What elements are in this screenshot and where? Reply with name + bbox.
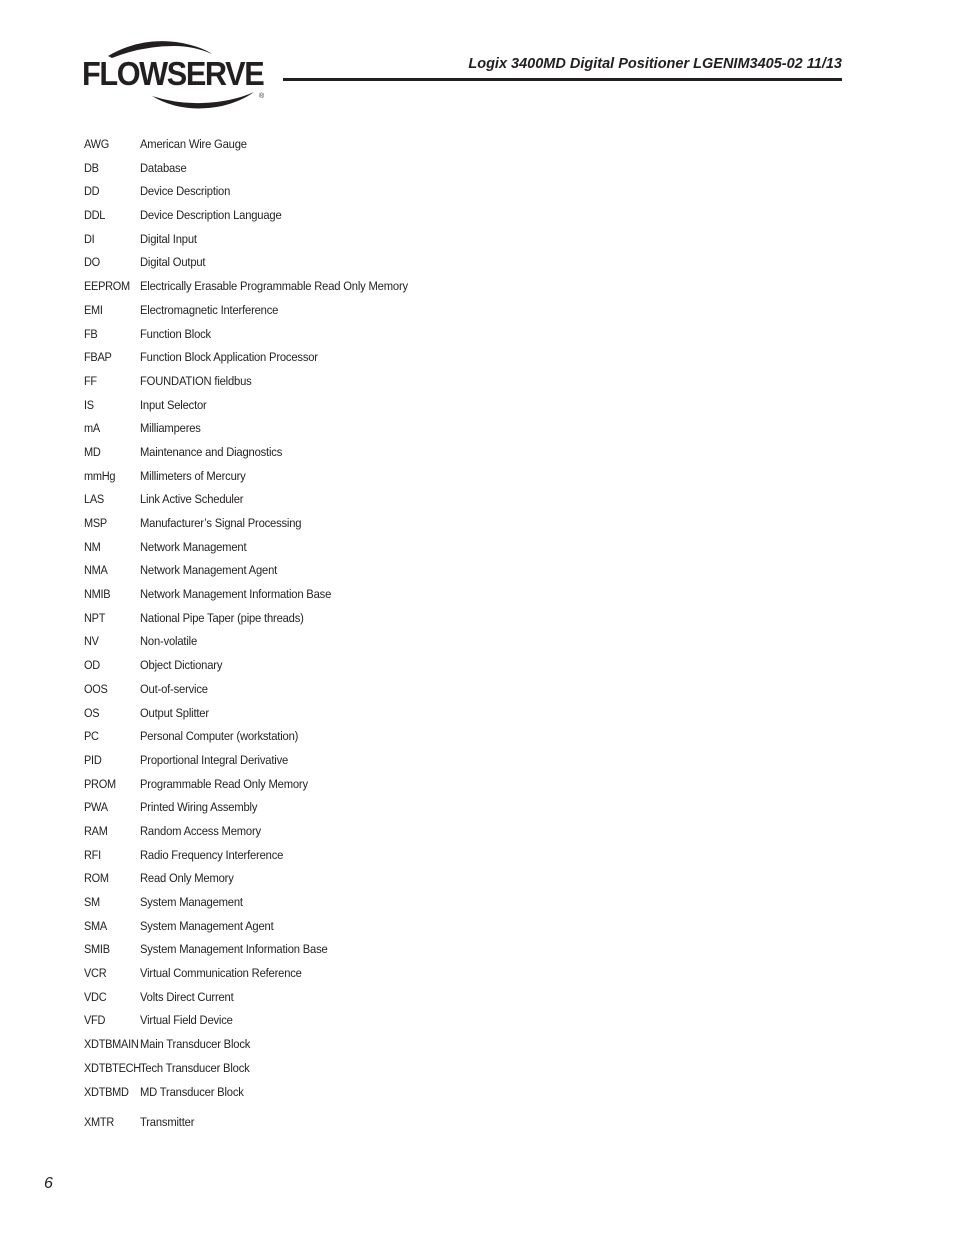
abbreviation-definition: Radio Frequency Interference [140,847,284,862]
abbreviation-row [84,491,784,515]
abbreviation-definition: Maintenance and Diagnostics [140,444,283,459]
abbreviation-term: IS [84,397,94,412]
abbreviation-row [84,468,784,492]
abbreviation-row [84,349,784,373]
abbreviation-definition: Manufacturer’s Signal Processing [140,516,302,530]
abbreviation-definition: Electromagnetic Interference [140,302,279,317]
abbreviation-term: PID [84,752,102,767]
abbreviation-term: NMIB [84,587,111,602]
abbreviation-term: OOS [84,681,108,696]
abbreviation-definition: Programmable Read Only Memory [140,776,308,791]
abbreviation-definition: Function Block [140,326,211,341]
abbreviation-definition: National Pipe Taper (pipe threads) [140,610,304,625]
abbreviation-term: EMI [84,302,103,317]
abbreviation-row [84,728,784,752]
abbreviation-row [84,420,784,444]
abbreviation-term: OS [84,705,100,720]
abbreviation-row [84,870,784,894]
abbreviation-definition: Virtual Field Device [140,1013,233,1028]
abbreviation-definition: Database [140,160,187,175]
abbreviation-row [84,847,784,871]
abbreviation-row [84,278,784,302]
abbreviation-row [84,397,784,421]
abbreviation-definition: Read Only Memory [140,871,234,886]
abbreviation-row [84,1114,784,1138]
abbreviation-definition: System Management [140,895,243,909]
abbreviation-definition: Millimeters of Mercury [140,468,246,483]
abbreviation-row [84,515,784,539]
abbreviation-term: OD [84,658,100,673]
abbreviation-row [84,989,784,1013]
abbreviation-definition: Network Management Information Base [140,587,332,602]
abbreviation-term: RFI [84,847,101,862]
abbreviation-term: DDL [84,208,106,223]
abbreviation-term: DD [84,184,100,199]
abbreviation-term: PC [84,729,99,744]
abbreviation-row [84,1060,784,1084]
abbreviation-row [84,160,784,184]
abbreviation-row [84,633,784,657]
abbreviation-definition: Out-of-service [140,681,208,696]
abbreviation-definition: Input Selector [140,397,207,412]
abbreviation-term: RAM [84,823,108,838]
abbreviation-definition: Volts Direct Current [140,989,234,1004]
abbreviation-row [84,681,784,705]
abbreviation-term: NMA [84,563,108,578]
flowserve-logo [82,40,274,112]
abbreviation-row [84,941,784,965]
abbreviation-definition: Device Description [140,184,231,199]
abbreviation-definition: Output Splitter [140,705,209,720]
abbreviation-definition: MD Transducer Block [140,1084,244,1099]
abbreviation-row [84,231,784,255]
abbreviation-term: MSP [84,516,107,530]
abbreviation-term: NPT [84,610,106,625]
abbreviation-definition: Digital Output [140,255,206,270]
abbreviation-definition: Transmitter [140,1115,195,1130]
abbreviation-term: mmHg [84,468,116,483]
abbreviation-term: XDTBMAIN [84,1037,139,1052]
abbreviation-definition: Random Access Memory [140,823,261,838]
abbreviation-row [84,254,784,278]
abbreviation-term: DI [84,231,95,246]
abbreviation-row [84,894,784,918]
abbreviation-definition: Main Transducer Block [140,1037,251,1052]
abbreviation-row [84,326,784,350]
abbreviation-definition: Tech Transducer Block [140,1060,250,1075]
abbreviation-definition: Object Dictionary [140,658,223,673]
abbreviation-row [84,752,784,776]
abbreviation-term: VCR [84,966,107,981]
abbreviation-definition: Network Management Agent [140,563,278,578]
abbreviation-term: SM [84,895,100,909]
header-rule [283,78,842,81]
abbreviation-row [84,373,784,397]
abbreviation-term: DO [84,255,100,270]
abbreviation-definition: Personal Computer (workstation) [140,729,299,744]
abbreviation-row [84,1012,784,1036]
abbreviation-row [84,586,784,610]
abbreviation-term: XMTR [84,1115,114,1130]
registered-mark: ® [259,93,265,100]
abbreviation-definition: Proportional Integral Derivative [140,752,289,767]
abbreviation-definition: Device Description Language [140,208,282,223]
abbreviation-definition: Digital Input [140,231,197,246]
abbreviation-row [84,1036,784,1060]
abbreviation-term: ROM [84,871,109,886]
abbreviation-term: VDC [84,989,107,1004]
abbreviation-definition: Electrically Erasable Programmable Read Only Memory [140,279,408,294]
abbreviation-row [84,918,784,942]
abbreviation-definition: Link Active Scheduler [140,492,244,507]
abbreviation-definition: Virtual Communication Reference [140,966,302,981]
abbreviation-definition: Printed Wiring Assembly [140,800,258,815]
abbreviation-definition: Network Management [140,539,247,554]
abbreviation-term: FB [84,326,98,341]
abbreviation-row [84,610,784,634]
abbreviation-definition: American Wire Gauge [140,137,247,151]
abbreviation-row [84,207,784,231]
abbreviation-term: FF [84,373,97,388]
abbreviation-row [84,776,784,800]
abbreviation-term: PROM [84,776,116,791]
abbreviation-row [84,657,784,681]
abbreviation-definition: Non-volatile [140,634,198,649]
abbreviation-term: SMIB [84,942,110,957]
abbreviation-row [84,539,784,563]
abbreviation-term: NV [84,634,99,649]
abbreviation-row [84,1084,784,1108]
abbreviation-row [84,183,784,207]
abbreviation-term: AWG [84,137,109,151]
abbreviation-definition: System Management Information Base [140,942,328,957]
abbreviation-term: EEPROM [84,279,130,294]
logo-wordmark: FLOWSERVE [82,55,264,92]
abbreviation-row [84,444,784,468]
abbreviation-definition: FOUNDATION fieldbus [140,373,252,388]
abbreviation-row [84,136,784,160]
abbreviation-definition: Function Block Application Processor [140,350,318,365]
abbreviation-row [84,562,784,586]
abbreviation-row [84,799,784,823]
abbreviation-definition: System Management Agent [140,918,274,933]
abbreviation-term: MD [84,444,101,459]
abbreviation-term: XDTBTECH [84,1060,141,1075]
abbreviation-term: SMA [84,918,107,933]
abbreviation-term: PWA [84,800,108,815]
abbreviation-row [84,705,784,729]
document-title: Logix 3400MD Digital Positioner LGENIM3405-02 11/13 [468,56,842,72]
abbreviation-row [84,965,784,989]
abbreviation-list [84,136,784,1138]
abbreviation-term: XDTBMD [84,1084,129,1099]
abbreviation-term: DB [84,160,99,175]
abbreviation-row [84,302,784,326]
abbreviation-term: VFD [84,1013,106,1028]
abbreviation-term: FBAP [84,350,112,365]
abbreviation-term: LAS [84,492,104,507]
abbreviation-definition: Milliamperes [140,421,201,436]
page-number: 6 [44,1175,53,1192]
abbreviation-term: mA [84,421,100,436]
abbreviation-row [84,823,784,847]
abbreviation-term: NM [84,539,101,554]
